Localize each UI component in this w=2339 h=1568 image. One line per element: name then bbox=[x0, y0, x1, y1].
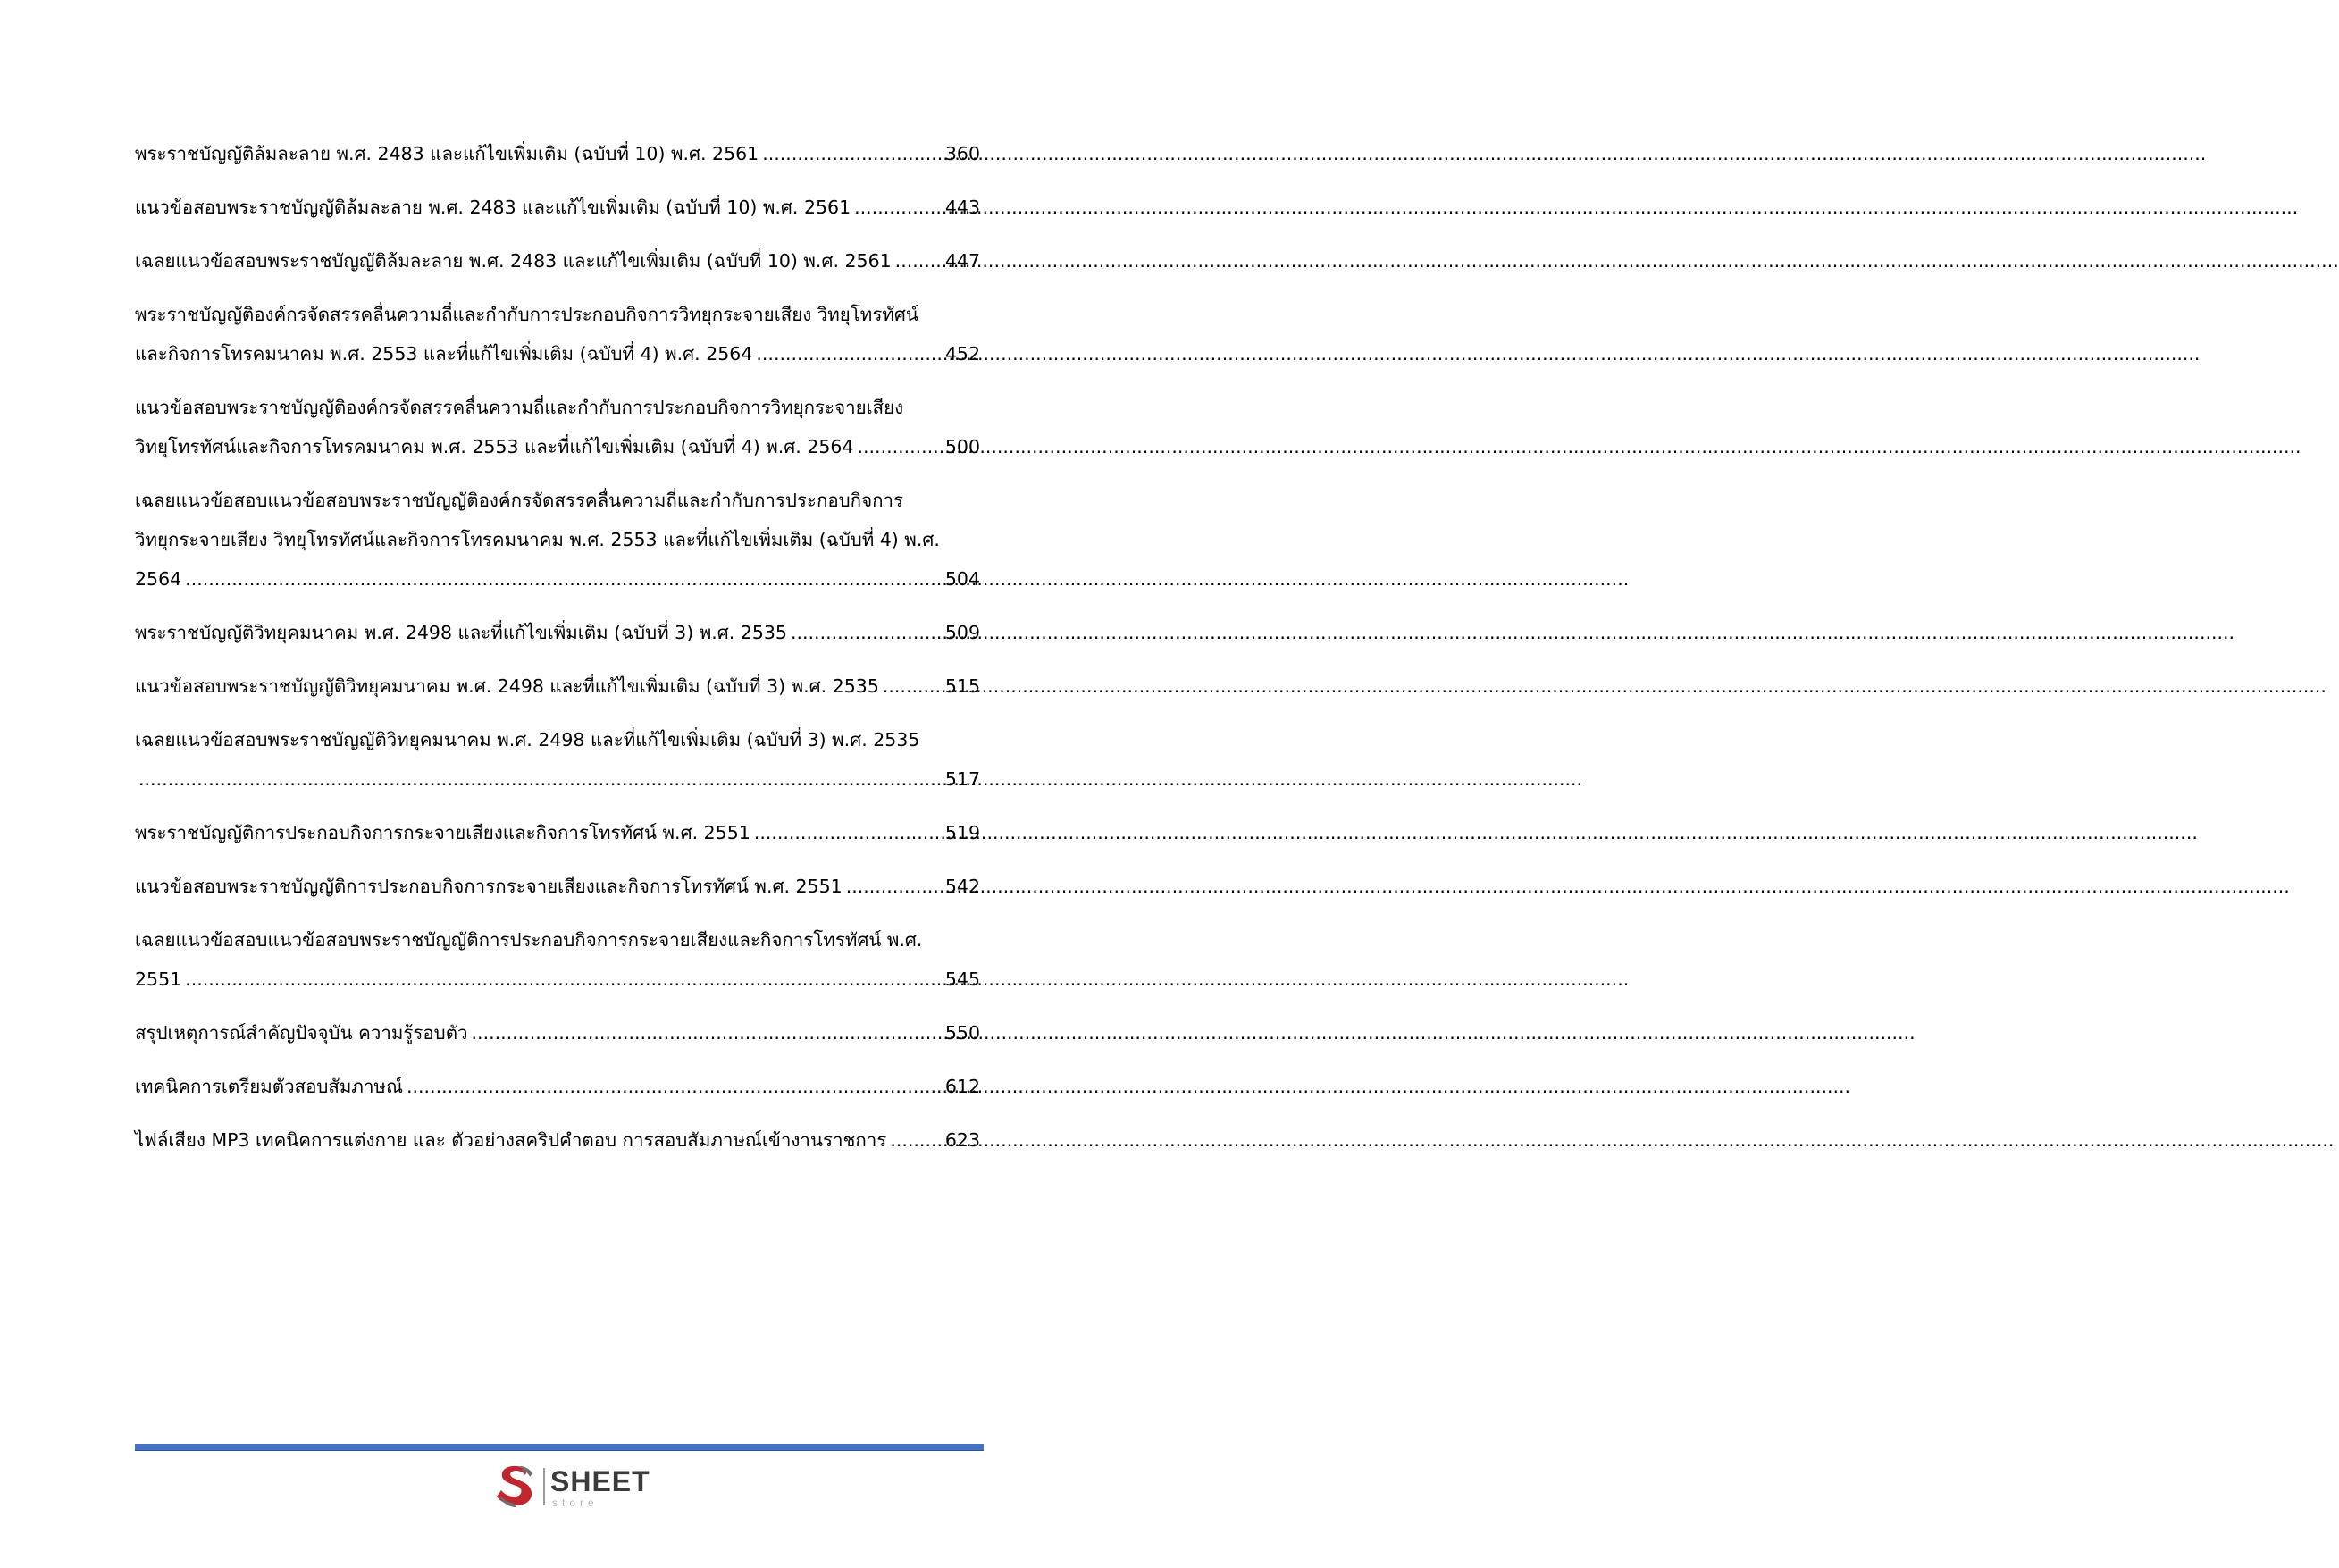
toc-entry-title: แนวข้อสอบพระราชบัญญัติวิทยุคมนาคม พ.ศ. 2498 และที่แก้ไขเพิ่มเติม (ฉบับที่ 3) พ.ศ. 2535 bbox=[135, 675, 879, 697]
toc-entry-page-number: 443 bbox=[944, 197, 980, 218]
toc-entry-page-number: 504 bbox=[944, 568, 980, 590]
toc-entry-page-number: 515 bbox=[944, 675, 980, 697]
toc-entry-title: แนวข้อสอบพระราชบัญญัติล้มละลาย พ.ศ. 2483 และแก้ไขเพิ่มเติม (ฉบับที่ 10) พ.ศ. 2561 bbox=[135, 197, 851, 218]
toc-entry[interactable] bbox=[135, 295, 980, 373]
toc-entry-page-number: 542 bbox=[944, 876, 980, 897]
toc-entry-title-line: พระราชบัญญัติองค์กรจัดสรรคลื่นความถี่และกำกับการประกอบกิจการวิทยุกระจายเสียง วิทยุโทรทัศน์ bbox=[135, 304, 918, 325]
toc-entry[interactable] bbox=[135, 667, 980, 706]
sheet-store-logo bbox=[493, 1463, 654, 1513]
toc-entry-title-line: เฉลยแนวข้อสอบแนวข้อสอบพระราชบัญญัติการประกอบกิจการกระจายเสียงและกิจการโทรทัศน์ พ.ศ. bbox=[135, 929, 923, 951]
toc-entry-page-number: 360 bbox=[944, 143, 980, 164]
toc-entry-title-line: เฉลยแนวข้อสอบพระราชบัญญัติวิทยุคมนาคม พ.ศ. 2498 และที่แก้ไขเพิ่มเติม (ฉบับที่ 3) พ.ศ. 2535 bbox=[135, 729, 920, 750]
dot-leader bbox=[138, 759, 942, 799]
toc-entry-page-number: 500 bbox=[944, 436, 980, 457]
toc-entry-title: เฉลยแนวข้อสอบพระราชบัญญัติล้มละลาย พ.ศ. 2483 และแก้ไขเพิ่มเติม (ฉบับที่ 10) พ.ศ. 2561 bbox=[135, 250, 892, 272]
toc-entry-title: แนวข้อสอบพระราชบัญญัติการประกอบกิจการกระจายเสียงและกิจการโทรทัศน์ พ.ศ. 2551 bbox=[135, 876, 843, 897]
logo-subtext: store bbox=[552, 1497, 599, 1509]
dot-leader bbox=[883, 667, 942, 706]
toc-entry-page-number: 545 bbox=[944, 968, 980, 990]
toc-entry-page-number: 509 bbox=[944, 622, 980, 643]
toc-entry[interactable] bbox=[135, 867, 980, 906]
toc-entry-title: และกิจการโทรคมนาคม พ.ศ. 2553 และที่แก้ไขเพิ่มเติม (ฉบับที่ 4) พ.ศ. 2564 bbox=[135, 343, 753, 365]
toc-entry[interactable] bbox=[135, 920, 980, 999]
toc-entry-page-number: 519 bbox=[944, 822, 980, 843]
logo-divider bbox=[543, 1468, 545, 1505]
dot-leader bbox=[756, 334, 941, 373]
footer-rule bbox=[135, 1444, 984, 1451]
dot-leader bbox=[185, 960, 942, 999]
toc-entry-page-number: 623 bbox=[944, 1129, 980, 1151]
toc-entry-title-line: เฉลยแนวข้อสอบแนวข้อสอบพระราชบัญญัติองค์กรจัดสรรคลื่นความถี่และกำกับการประกอบกิจการ bbox=[135, 490, 904, 511]
toc-entry[interactable] bbox=[135, 720, 980, 799]
toc-entry-last-line bbox=[135, 334, 980, 373]
toc-entry[interactable] bbox=[135, 134, 980, 173]
toc-entry-last-line bbox=[135, 427, 980, 466]
dot-leader bbox=[407, 1067, 942, 1106]
toc-entry-title: พระราชบัญญัติวิทยุคมนาคม พ.ศ. 2498 และที่แก้ไขเพิ่มเติม (ฉบับที่ 3) พ.ศ. 2535 bbox=[135, 622, 787, 643]
dot-leader bbox=[762, 134, 942, 173]
toc-entry-title: 2564 bbox=[135, 568, 182, 590]
dot-leader bbox=[854, 188, 942, 227]
dot-leader bbox=[185, 559, 942, 599]
toc-entry-title: พระราชบัญญัติล้มละลาย พ.ศ. 2483 และแก้ไขเพิ่มเติม (ฉบับที่ 10) พ.ศ. 2561 bbox=[135, 143, 759, 164]
toc-entry-title-line: แนวข้อสอบพระราชบัญญัติองค์กรจัดสรรคลื่นความถี่และกำกับการประกอบกิจการวิทยุกระจายเสียง bbox=[135, 397, 904, 418]
logo-wordmark: SHEET bbox=[550, 1465, 650, 1497]
toc-entry-title-line: วิทยุกระจายเสียง วิทยุโทรทัศน์และกิจการโทรคมนาคม พ.ศ. 2553 และที่แก้ไขเพิ่มเติม (ฉบับที่ 4) พ.ศ. bbox=[135, 529, 940, 550]
toc-entry[interactable] bbox=[135, 1067, 980, 1106]
toc-entry-page-number: 612 bbox=[944, 1076, 980, 1097]
toc-entry[interactable] bbox=[135, 241, 980, 281]
dot-leader bbox=[472, 1013, 942, 1052]
toc-entry[interactable] bbox=[135, 813, 980, 852]
dot-leader bbox=[754, 813, 942, 852]
toc-entry[interactable] bbox=[135, 1013, 980, 1052]
toc-entry-page-number: 517 bbox=[944, 768, 980, 790]
toc-entry[interactable] bbox=[135, 188, 980, 227]
toc-entry[interactable] bbox=[135, 388, 980, 466]
toc-entry-page-number: 550 bbox=[944, 1022, 980, 1044]
toc-entry-title: สรุปเหตุการณ์สำคัญปัจจุบัน ความรู้รอบตัว bbox=[135, 1022, 468, 1044]
toc-entry-page-number: 447 bbox=[944, 250, 980, 272]
toc-entry-title: 2551 bbox=[135, 968, 182, 990]
toc-entry-title: พระราชบัญญัติการประกอบกิจการกระจายเสียงและกิจการโทรทัศน์ พ.ศ. 2551 bbox=[135, 822, 750, 843]
toc-entry-page-number: 452 bbox=[944, 343, 980, 365]
toc-entry[interactable] bbox=[135, 1120, 980, 1160]
sheet-store-s-logo-icon bbox=[493, 1463, 540, 1509]
dot-leader bbox=[895, 241, 942, 281]
toc-entry-title: วิทยุโทรทัศน์และกิจการโทรคมนาคม พ.ศ. 2553 และที่แก้ไขเพิ่มเติม (ฉบับที่ 4) พ.ศ. 2564 bbox=[135, 436, 854, 457]
table-of-contents bbox=[135, 134, 980, 1174]
toc-entry-title: เทคนิคการเตรียมตัวสอบสัมภาษณ์ bbox=[135, 1076, 403, 1097]
toc-entry-last-line bbox=[135, 759, 980, 799]
toc-entry-last-line bbox=[135, 559, 980, 599]
toc-entry-title: ไฟล์เสียง MP3 เทคนิคการแต่งกาย และ ตัวอย่างสคริปคำตอบ การสอบสัมภาษณ์เข้างานราชการ bbox=[135, 1129, 887, 1151]
dot-leader bbox=[791, 613, 942, 652]
toc-entry[interactable] bbox=[135, 481, 980, 599]
toc-entry-last-line bbox=[135, 960, 980, 999]
dot-leader bbox=[858, 427, 942, 466]
dot-leader bbox=[846, 867, 942, 906]
toc-entry[interactable] bbox=[135, 613, 980, 652]
dot-leader bbox=[890, 1120, 942, 1160]
